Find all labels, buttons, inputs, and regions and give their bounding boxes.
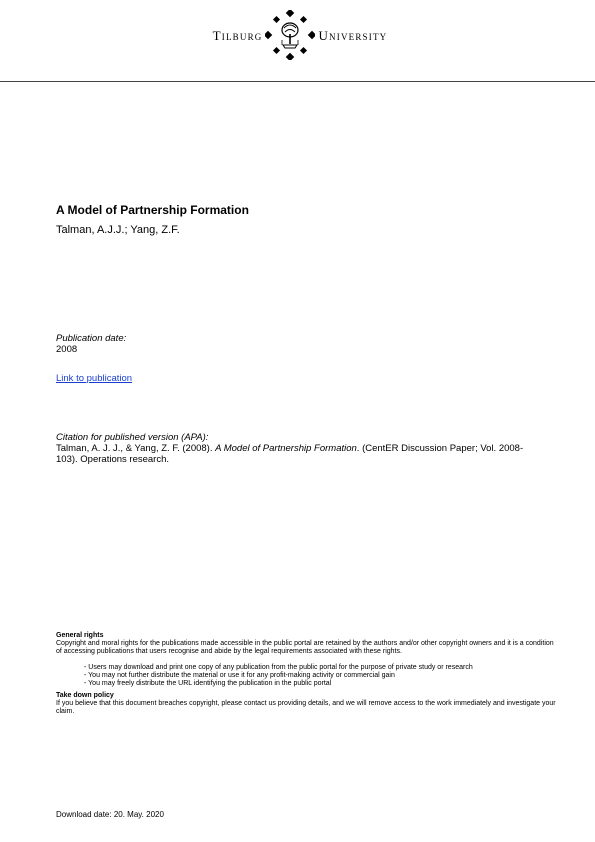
document-authors: Talman, A.J.J.; Yang, Z.F. — [56, 224, 180, 236]
take-down-heading: Take down policy — [56, 692, 114, 699]
list-item: - You may not further distribute the material or use it for any profit-making activity or commercial gain — [84, 672, 395, 679]
general-rights-list — [84, 664, 473, 688]
citation-text — [56, 443, 544, 465]
citation-title: A Model of Partnership Formation — [215, 443, 357, 454]
list-item: - You may freely distribute the URL identifying the publication in the public portal — [84, 680, 332, 687]
link-to-publication[interactable]: Link to publication — [56, 373, 133, 384]
tilburg-crest-icon — [265, 10, 315, 60]
general-rights-text: Copyright and moral rights for the publications made accessible in the public portal are retained by the authors and/or other copyright owners and it is a condition of accessing publications that users recognise and abide by the legal requirements associated with these rights. — [56, 640, 554, 655]
logo-word-university: University — [318, 27, 388, 43]
header-divider — [0, 81, 595, 82]
tilburg-university-logo — [200, 10, 400, 60]
citation-details: . (CentER Discussion Paper; Vol. 2008-103). Operations research. — [56, 443, 524, 465]
page-header — [0, 0, 595, 82]
download-date: Download date: 20. May. 2020 — [56, 810, 164, 819]
logo-word-tilburg: Tilburg — [212, 27, 263, 43]
general-rights-heading: General rights — [56, 632, 104, 639]
publication-date-value: 2008 — [56, 344, 78, 355]
publication-date-label: Publication date: — [56, 333, 127, 344]
take-down-text: If you believe that this document breaches copyright, please contact us providing details, and we will remove access to the work immediately and investigate your claim. — [56, 700, 556, 715]
citation-authors-year: Talman, A. J. J., & Yang, Z. F. (2008). — [56, 443, 216, 454]
document-title: A Model of Partnership Formation — [56, 203, 249, 217]
citation-label: Citation for published version (APA): — [56, 432, 209, 443]
list-item: - Users may download and print one copy of any publication from the public portal for the purpose of private study or research — [84, 664, 473, 671]
